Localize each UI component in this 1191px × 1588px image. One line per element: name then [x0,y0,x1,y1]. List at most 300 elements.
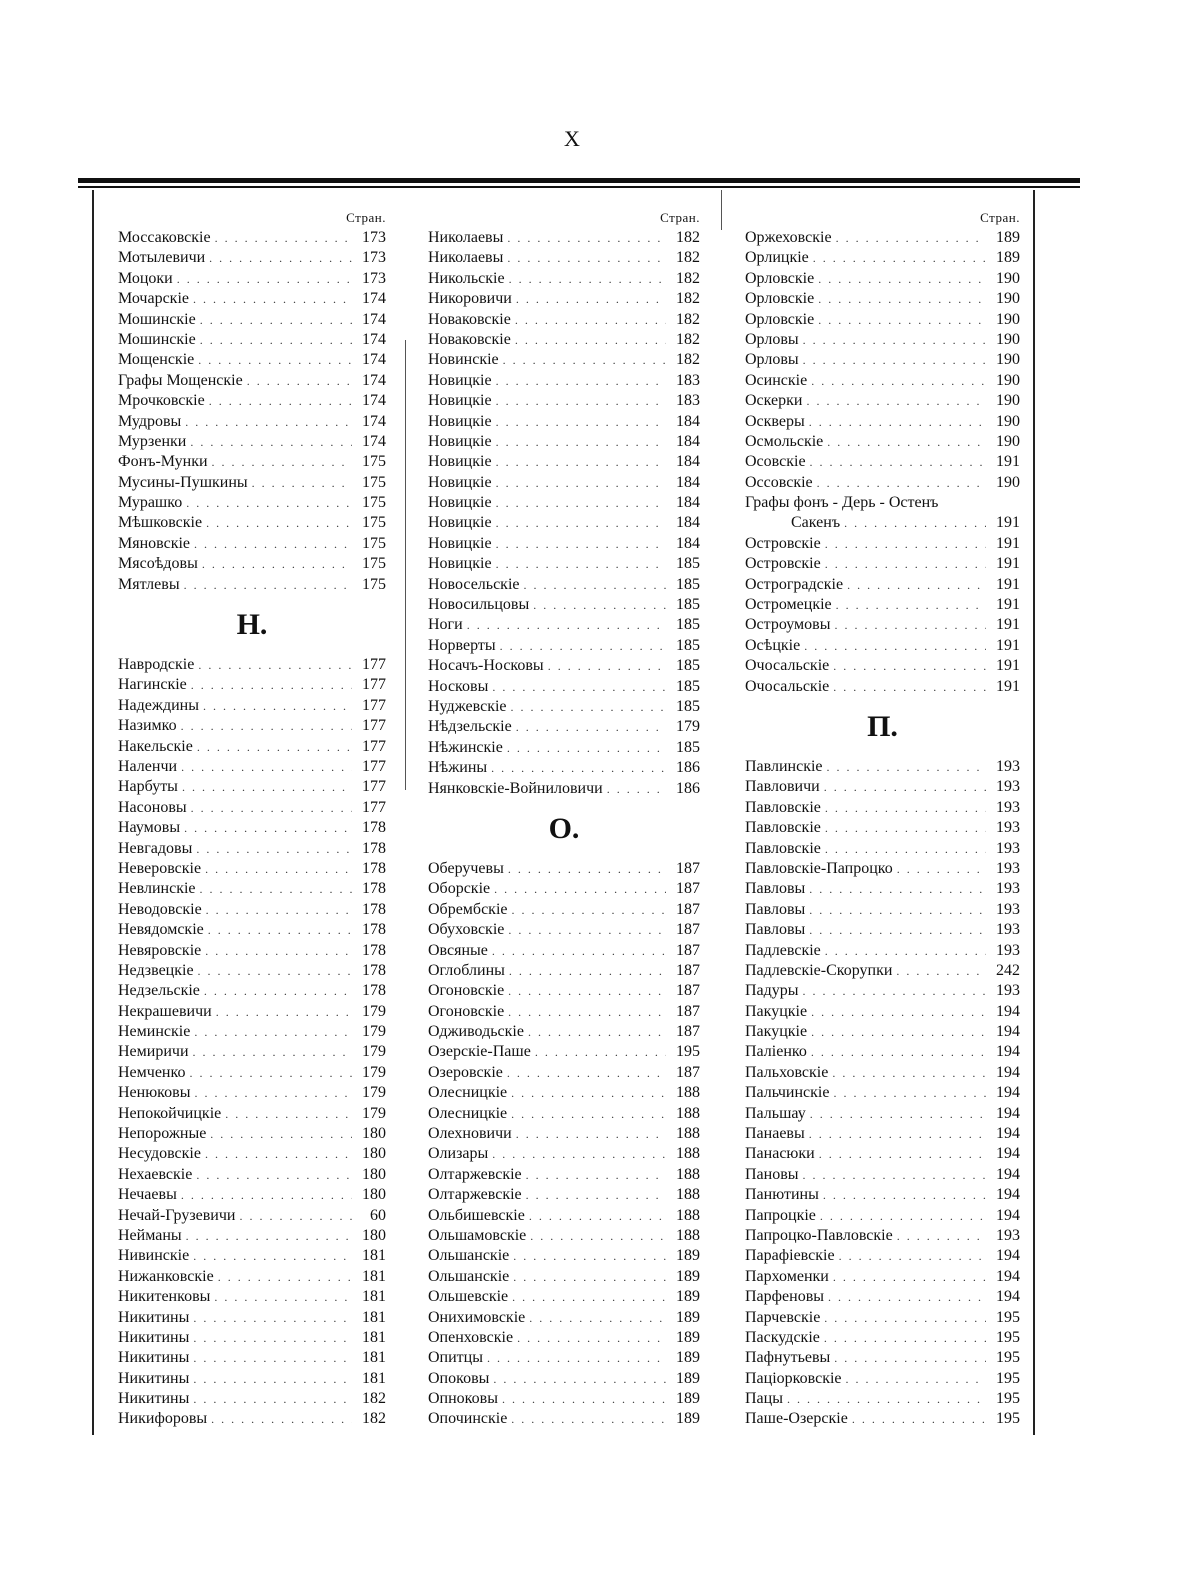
index-entry [428,1246,700,1266]
leader-dots [193,737,352,757]
index-entry [118,513,386,533]
index-entry [428,758,700,778]
entry-name: Парфеновы [745,1288,824,1306]
entry-name: Павловы [745,921,806,939]
index-entry [428,371,700,391]
entry-page: 189 [676,1288,700,1306]
entry-name: Павловскіе [745,798,821,816]
leader-dots [824,1287,986,1307]
entry-page: 191 [996,555,1020,573]
index-entry [745,269,1020,289]
entry-page: 182 [676,290,700,308]
index-entry [118,1185,386,1205]
index-entry [428,534,700,554]
index-entry [745,1369,1020,1389]
leader-dots [189,1348,352,1368]
entry-name: Остромецкіе [745,596,832,614]
index-entry [428,1409,700,1429]
entry-name: Сакенъ [791,514,841,532]
entry-page: 188 [676,1226,700,1244]
entry-page: 194 [996,1288,1020,1306]
entry-page: 179 [362,1104,386,1122]
entry-page: 181 [362,1267,386,1285]
index-entry [428,961,700,981]
leader-dots [893,859,986,879]
entry-page: 194 [996,1145,1020,1163]
entry-name: Никитины [118,1328,190,1346]
index-entry [428,452,700,472]
entry-name: Мотылевичи [118,249,206,267]
entry-name: Мурзенки [118,432,187,450]
entry-page: 178 [362,961,386,979]
entry-name: Новицкіе [428,494,492,512]
index-entry [745,1206,1020,1226]
index-entry [745,391,1020,411]
entry-name: Павловскіе [745,839,821,857]
leader-dots [194,655,352,675]
entry-name: Падуры [745,982,799,1000]
index-entry [118,818,386,838]
entry-page: 195 [996,1390,1020,1408]
index-entry [118,777,386,797]
index-column-3 [745,208,1020,1430]
index-entry [118,1104,386,1124]
entry-name: Олехновичи [428,1125,512,1143]
entry-name: Мяновскіе [118,534,191,552]
index-entry [745,900,1020,920]
entry-page: 188 [676,1104,700,1122]
leader-dots [178,777,352,797]
entry-name: Папроцко-Павловскіе [745,1226,893,1244]
entry-page: 194 [996,1125,1020,1143]
entry-page: 174 [362,330,386,348]
page-number: X [564,126,580,151]
entry-page: 175 [362,555,386,573]
entry-page: 188 [676,1125,700,1143]
leader-dots [832,228,986,248]
index-entry [118,1002,386,1022]
leader-dots [504,920,666,940]
leader-dots [821,941,986,961]
leader-dots [829,677,986,697]
index-entry [745,493,1020,513]
entry-page: 185 [676,596,700,614]
leader-dots [189,1389,352,1409]
entry-name: Графы Мощенскіе [118,371,243,389]
leader-dots [507,900,666,920]
index-entry [745,412,1020,432]
entry-name: Падлевскіе [745,941,821,959]
entry-page: 182 [676,229,700,246]
entry-name: Опитцы [428,1349,483,1367]
leader-dots [187,675,352,695]
leader-dots [893,1226,986,1246]
leader-dots [829,1267,986,1287]
entry-page: 190 [996,392,1020,410]
leader-dots [823,757,986,777]
entry-name: Мудровы [118,412,182,430]
index-entry [745,575,1020,595]
leader-dots [805,920,986,940]
entry-name: Орловскіе [745,310,815,328]
leader-dots [821,818,986,838]
entry-name: Оберучевы [428,859,504,877]
entry-page: 194 [996,1023,1020,1041]
entry-name: Огоновскіе [428,1002,505,1020]
leader-dots [832,595,986,615]
entry-page: 188 [676,1084,700,1102]
entry-page: 193 [996,859,1020,877]
page-column-label: Стран. [346,210,386,225]
entry-page: 242 [996,961,1020,979]
entry-name: Накельскіе [118,737,193,755]
leader-dots [526,1226,666,1246]
leader-dots [492,452,666,472]
leader-dots [196,330,352,350]
entry-page: 184 [676,453,700,471]
entry-name: Оскверы [745,412,805,430]
leader-dots [807,1042,986,1062]
index-entry [745,330,1020,350]
leader-dots [799,330,986,350]
entry-name: Паше-Озерскіе [745,1410,848,1428]
entry-page: 180 [362,1165,386,1183]
index-entry [745,981,1020,1001]
entry-name: Павловскіе-Папроцко [745,859,893,877]
entry-name: Павлинскіе [745,757,823,775]
entry-name: Немиричи [118,1043,189,1061]
entry-name: Недзельскіе [118,982,200,1000]
entry-page: 195 [996,1410,1020,1428]
entry-page: 175 [362,514,386,532]
leader-dots [525,1206,666,1226]
entry-name: Новосильцовы [428,596,530,614]
entry-page: 188 [676,1186,700,1204]
leader-dots [190,1022,352,1042]
leader-dots [221,1104,352,1124]
index-entry [428,900,700,920]
entry-name: Носковы [428,677,489,695]
header-rule-thin [78,186,1080,188]
entry-name: Нѣдзельскіе [428,718,512,736]
index-entry [428,473,700,493]
entry-name: Орлицкіе [745,249,809,267]
index-entry [745,941,1020,961]
entry-name: Нѣжинскіе [428,738,503,756]
entry-page: 175 [362,494,386,512]
index-entry [118,1389,386,1409]
entry-name: Невлинскіе [118,880,196,898]
leader-dots [507,1104,666,1124]
index-entry [118,1348,386,1368]
leader-dots [505,961,666,981]
entry-page: 184 [676,534,700,552]
leader-dots [848,1409,986,1429]
entry-name: Парафіевскіе [745,1247,835,1265]
index-entry [745,879,1020,899]
leader-dots [805,412,986,432]
column-divider-2 [721,190,722,230]
entry-name: Нарбуты [118,778,178,796]
entry-name: Паскудскіе [745,1328,820,1346]
index-entry [428,310,700,330]
leader-dots [512,1124,666,1144]
index-entry [745,1226,1020,1246]
entry-page: 175 [362,473,386,491]
index-entry [118,839,386,859]
entry-name: Новицкіе [428,371,492,389]
index-entry [118,655,386,675]
index-entry [428,717,700,737]
leader-dots [830,615,986,635]
index-entry [745,513,1020,533]
index-entry [745,289,1020,309]
index-entry [745,818,1020,838]
index-entry [428,575,700,595]
index-entry [745,1083,1020,1103]
entry-page: 177 [362,757,386,775]
leader-dots [205,391,352,411]
index-entry [745,1185,1020,1205]
index-entry [118,879,386,899]
leader-dots [177,1185,352,1205]
index-entry [745,248,1020,268]
entry-name: Новинскіе [428,351,499,369]
leader-dots [829,656,986,676]
entry-name: Новосельскіе [428,575,520,593]
leader-dots [492,391,666,411]
leader-dots [196,879,352,899]
entry-name: Ольшанскіе [428,1267,510,1285]
index-entry [745,777,1020,797]
entry-name: Осѣцкіе [745,636,801,654]
entry-name: Панютины [745,1186,819,1204]
entry-name: Ольбишевскіе [428,1206,525,1224]
entry-page: 191 [996,575,1020,593]
leader-dots [544,656,666,676]
entry-name: Мощенскіе [118,351,195,369]
entry-name: Панаевы [745,1125,805,1143]
leader-dots [820,1328,986,1348]
entry-page: 179 [362,1063,386,1081]
entry-name: Очосальскіе [745,677,830,695]
index-entry [745,920,1020,940]
leader-dots [814,289,986,309]
entry-page: 174 [362,412,386,430]
leader-dots [513,1328,666,1348]
index-column-2 [428,208,700,1430]
entry-page: 194 [996,1063,1020,1081]
entry-page: 174 [362,432,386,450]
leader-dots [504,981,666,1001]
entry-page: 185 [676,555,700,573]
leader-dots [492,493,666,513]
entry-page: 195 [676,1043,700,1061]
entry-page: 193 [996,982,1020,1000]
leader-dots [522,1165,666,1185]
entry-page: 60 [370,1206,386,1224]
entry-name: Немченко [118,1063,186,1081]
entry-name: Новицкіе [428,453,492,471]
leader-dots [508,1287,666,1307]
entry-name: Олтаржевскіе [428,1165,522,1183]
entry-page: 190 [996,269,1020,287]
entry-page: 177 [362,676,386,694]
index-entry [745,615,1020,635]
entry-name: Орловскіе [745,269,815,287]
leader-dots [512,717,666,737]
index-entry [428,554,700,574]
leader-dots [842,1369,986,1389]
entry-page: 190 [996,371,1020,389]
index-entry [428,1185,700,1205]
entry-page: 194 [996,1084,1020,1102]
leader-dots [200,981,352,1001]
index-entry [428,1348,700,1368]
index-entry [118,452,386,472]
leader-dots [809,248,986,268]
index-entry [118,1063,386,1083]
entry-page: 174 [362,290,386,308]
leader-dots [507,1083,666,1103]
entry-page: 189 [676,1390,700,1408]
index-entry [118,1022,386,1042]
entry-page: 179 [362,1023,386,1041]
entry-name: Невгадовы [118,839,193,857]
index-entry [428,1389,700,1409]
leader-dots [235,1206,352,1226]
entry-name: Опочинскіе [428,1410,508,1428]
index-entry [118,1042,386,1062]
entry-page: 177 [362,798,386,816]
entry-page: 180 [362,1226,386,1244]
entry-name: Надеждины [118,696,199,714]
index-entry [118,859,386,879]
entry-page: 174 [362,392,386,410]
entry-name: Мошинскіе [118,310,196,328]
entry-page: 189 [996,249,1020,267]
leader-dots [505,269,666,289]
index-entry [428,1267,700,1287]
right-border [1033,190,1035,1435]
leader-dots [207,1409,352,1429]
leader-dots [814,269,986,289]
index-entry [428,412,700,432]
index-entry [745,371,1020,391]
leader-dots [489,1369,666,1389]
index-entry [745,1409,1020,1429]
entry-page: 191 [996,534,1020,552]
index-entry [118,269,386,289]
entry-page: 175 [362,534,386,552]
index-entry [428,228,700,248]
leader-dots [799,981,986,1001]
entry-name: Нечаевы [118,1186,177,1204]
entry-name: Мясоѣдовы [118,555,198,573]
leader-dots [821,554,986,574]
index-entry [428,1287,700,1307]
entry-name: Оборскіе [428,880,491,898]
entry-page: 186 [676,759,700,777]
entry-name: Панасюки [745,1145,815,1163]
entry-page: 177 [362,656,386,674]
entry-name: Наленчи [118,757,178,775]
entry-name: Нянковскіе-Войниловичи [428,779,603,797]
entry-page: 178 [362,921,386,939]
entry-name: Островскіе [745,534,821,552]
index-entry [118,1267,386,1287]
entry-page: 194 [996,1043,1020,1061]
index-entry [118,1165,386,1185]
entry-name: Пакуцкіе [745,1023,808,1041]
entry-page: 190 [996,351,1020,369]
entry-page: 177 [362,778,386,796]
entry-page: 180 [362,1125,386,1143]
index-entry [428,1369,700,1389]
index-entry [428,738,700,758]
leader-dots [490,879,666,899]
entry-name: Опенховскіе [428,1328,514,1346]
entry-name: Новаковскіе [428,330,511,348]
leader-dots [181,412,352,432]
leader-dots [799,1165,986,1185]
entry-name: Орловы [745,351,799,369]
entry-name: Непорожные [118,1125,207,1143]
index-entry [428,1042,700,1062]
leader-dots [488,1144,666,1164]
entry-page: 181 [362,1328,386,1346]
leader-dots [525,1308,666,1328]
entry-name: Нагинскіе [118,676,187,694]
entry-page: 187 [676,1063,700,1081]
entry-name: Невядомскіе [118,921,204,939]
entry-page: 194 [996,1104,1020,1122]
index-entry [118,330,386,350]
page-column-label: Стран. [980,210,1020,225]
entry-page: 191 [996,514,1020,532]
entry-page: 188 [676,1165,700,1183]
index-entry [118,900,386,920]
index-entry [745,228,1020,248]
entry-page: 178 [362,982,386,1000]
index-entry [118,920,386,940]
entry-name: Ольшанскіе [428,1247,510,1265]
index-entry [745,554,1020,574]
index-entry [428,1002,700,1022]
entry-page: 187 [676,982,700,1000]
entry-name: Орловы [745,330,799,348]
entry-name: Никоровичи [428,290,512,308]
entry-name: Нехаевскіе [118,1165,193,1183]
entry-page: 193 [996,819,1020,837]
entry-name: Навродскіе [118,656,195,674]
leader-dots [529,595,666,615]
index-entry [745,1308,1020,1328]
left-border [92,190,94,1435]
index-entry [428,1083,700,1103]
entry-name: Наумовы [118,819,181,837]
index-entry [428,656,700,676]
leader-dots [806,1104,986,1124]
index-entry [745,1389,1020,1409]
entry-page: 195 [996,1308,1020,1326]
entry-name: Пальчинскіе [745,1084,830,1102]
leader-dots [816,1206,986,1226]
entry-page: 178 [362,880,386,898]
leader-dots [190,534,352,554]
leader-dots [201,1144,352,1164]
entry-name: Неверовскіе [118,859,202,877]
